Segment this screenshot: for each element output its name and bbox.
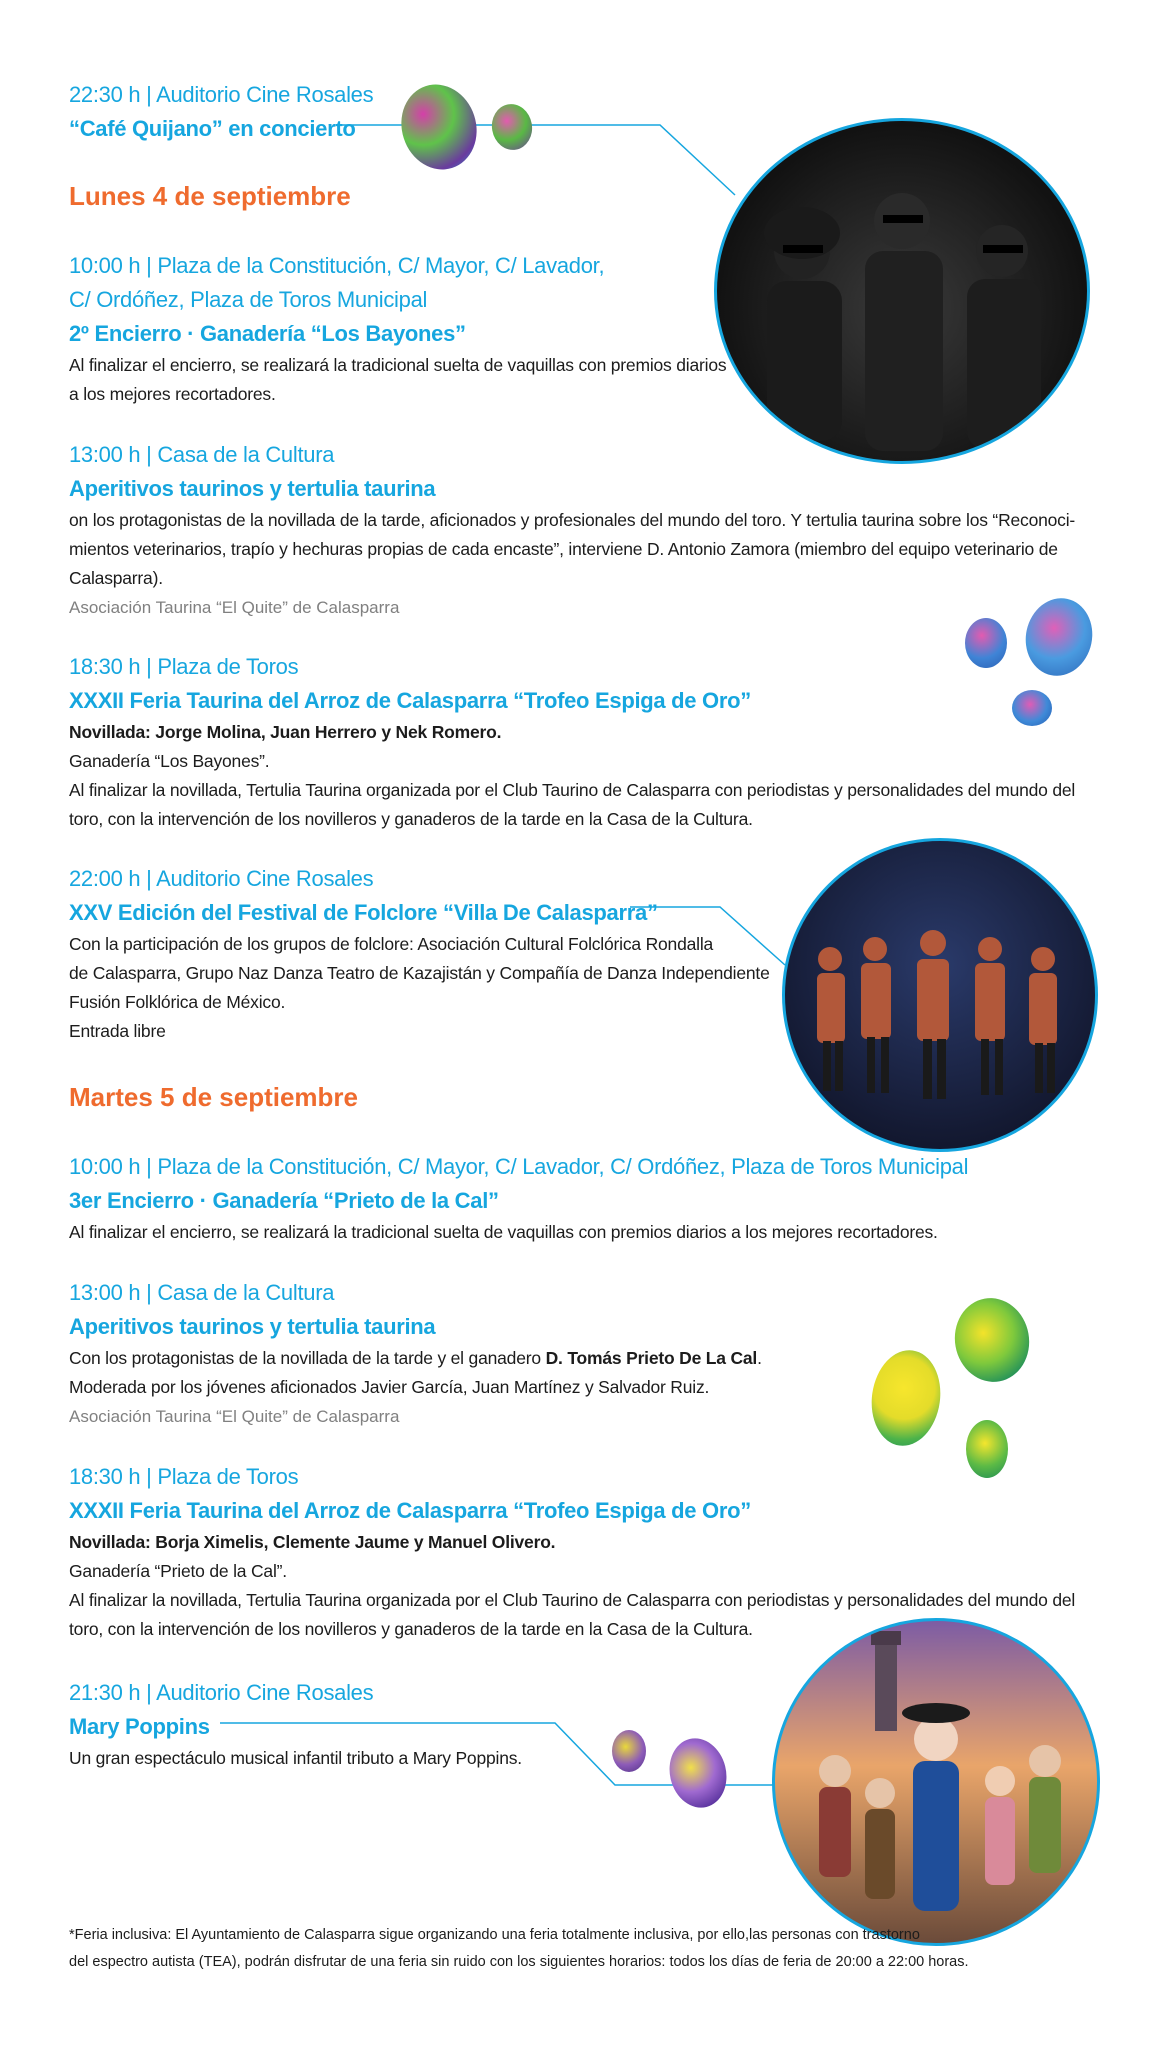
event-description-text: Con los protagonistas de la novillada de la tarde y el ganadero	[69, 1348, 546, 1368]
day-heading: Martes 5 de septiembre	[69, 1082, 359, 1112]
event-description: Moderada por los jóvenes aficionados Javier García, Juan Martínez y Salvador Ruiz.	[69, 1377, 710, 1397]
event-novillada: Novillada: Borja Ximelis, Clemente Jaume y Manuel Olivero.	[69, 1532, 556, 1552]
event-time-place: 10:00 h | Plaza de la Constitución, C/ Mayor, C/ Lavador,	[69, 253, 605, 278]
event-time-place: 22:30 h | Auditorio Cine Rosales	[69, 82, 374, 107]
ganadero-name: D. Tomás Prieto De La Cal	[545, 1348, 758, 1368]
event-organizer: Asociación Taurina “El Quite” de Calasparra	[69, 598, 400, 617]
event-time-place: 18:30 h | Plaza de Toros	[69, 654, 299, 679]
event-description: a los mejores recortadores.	[69, 384, 276, 404]
decorative-egg-icon	[966, 1420, 1008, 1478]
mary-poppins-photo	[772, 1618, 1100, 1946]
day-heading: Lunes 4 de septiembre	[69, 181, 351, 211]
event-time-place: 22:00 h | Auditorio Cine Rosales	[69, 866, 374, 891]
event-time-place: 13:00 h | Casa de la Cultura	[69, 442, 335, 467]
event-description: Al finalizar la novillada, Tertulia Taurina organizada por el Club Taurino de Calasparra con periodistas y personalidades del mundo del	[69, 1590, 1076, 1610]
connector-line-quijano	[340, 125, 735, 195]
footnote-line: del espectro autista (TEA), podrán disfrutar de una feria sin ruido con los siguientes horarios: todos los días de feria de 20:00 a 22:00 horas.	[69, 1954, 969, 1970]
event-organizer: Asociación Taurina “El Quite” de Calasparra	[69, 1407, 400, 1426]
event-title: 2º Encierro · Ganadería “Los Bayones”	[69, 321, 466, 346]
event-description: on los protagonistas de la novillada de la tarde, aficionados y profesionales del mundo del toro. Y tertulia taurina sobre los “Reconoci-	[69, 510, 1076, 530]
event-title: “Café Quijano” en concierto	[69, 116, 356, 141]
event-description: mientos veterinarios, trapío y hechuras propias de cada encaste”, interviene D. Antonio Zamora (miembro del equipo veterinario de	[69, 539, 1058, 559]
event-description: Un gran espectáculo musical infantil tributo a Mary Poppins.	[69, 1748, 522, 1768]
dancers-silhouette-icon	[785, 841, 1095, 1149]
event-description: Calasparra).	[69, 568, 163, 588]
footnote-line: *Feria inclusiva: El Ayuntamiento de Calasparra sigue organizando una feria totalmente inclusiva, por ello,las personas con trastorno	[69, 1927, 920, 1943]
event-ganaderia: Ganadería “Prieto de la Cal”.	[69, 1561, 287, 1581]
event-title: 3er Encierro · Ganadería “Prieto de la Cal”	[69, 1188, 499, 1213]
event-description: Al finalizar el encierro, se realizará la tradicional suelta de vaquillas con premios diarios a los mejores recortadores.	[69, 1222, 938, 1242]
event-description: Al finalizar el encierro, se realizará la tradicional suelta de vaquillas con premios diarios	[69, 355, 727, 375]
decorative-egg-icon	[965, 618, 1007, 668]
decorative-egg-icon	[1012, 690, 1052, 726]
mary-poppins-cast-icon	[775, 1621, 1097, 1943]
event-title: Mary Poppins	[69, 1714, 210, 1739]
event-title: XXV Edición del Festival de Folclore “Villa De Calasparra”	[69, 900, 658, 925]
event-title: Aperitivos taurinos y tertulia taurina	[69, 476, 436, 501]
event-description: Fusión Folklórica de México.	[69, 992, 286, 1012]
event-description	[69, 1344, 762, 1373]
cafe-quijano-photo	[714, 118, 1090, 464]
event-novillada: Novillada: Jorge Molina, Juan Herrero y Nek Romero.	[69, 722, 502, 742]
event-title: XXXII Feria Taurina del Arroz de Calasparra “Trofeo Espiga de Oro”	[69, 688, 751, 713]
event-description: de Calasparra, Grupo Naz Danza Teatro de Kazajistán y Compañía de Danza Independiente	[69, 963, 770, 983]
event-description: toro, con la intervención de los novilleros y ganaderos de la tarde en la Casa de la Cultura.	[69, 1619, 753, 1639]
event-time-place: 13:00 h | Casa de la Cultura	[69, 1280, 335, 1305]
event-title: Aperitivos taurinos y tertulia taurina	[69, 1314, 436, 1339]
event-description: Con la participación de los grupos de folclore: Asociación Cultural Folclórica Rondalla	[69, 934, 714, 954]
event-ganaderia: Ganadería “Los Bayones”.	[69, 751, 270, 771]
event-time-place: 10:00 h | Plaza de la Constitución, C/ Mayor, C/ Lavador, C/ Ordóñez, Plaza de Toros Municipal	[69, 1154, 969, 1179]
event-time-place: 21:30 h | Auditorio Cine Rosales	[69, 1680, 374, 1705]
decorative-egg-icon	[612, 1730, 646, 1772]
event-time-place: 18:30 h | Plaza de Toros	[69, 1464, 299, 1489]
event-description-text: .	[757, 1348, 762, 1368]
event-description: toro, con la intervención de los novilleros y ganaderos de la tarde en la Casa de la Cultura.	[69, 809, 753, 829]
event-description: Entrada libre	[69, 1021, 166, 1041]
event-description: Al finalizar la novillada, Tertulia Taurina organizada por el Club Taurino de Calasparra con periodistas y personalidades del mundo del	[69, 780, 1076, 800]
event-time-place: C/ Ordóñez, Plaza de Toros Municipal	[69, 287, 428, 312]
event-title: XXXII Feria Taurina del Arroz de Calasparra “Trofeo Espiga de Oro”	[69, 1498, 751, 1523]
band-silhouette-icon	[717, 121, 1087, 461]
folclore-dancers-photo	[782, 838, 1098, 1152]
